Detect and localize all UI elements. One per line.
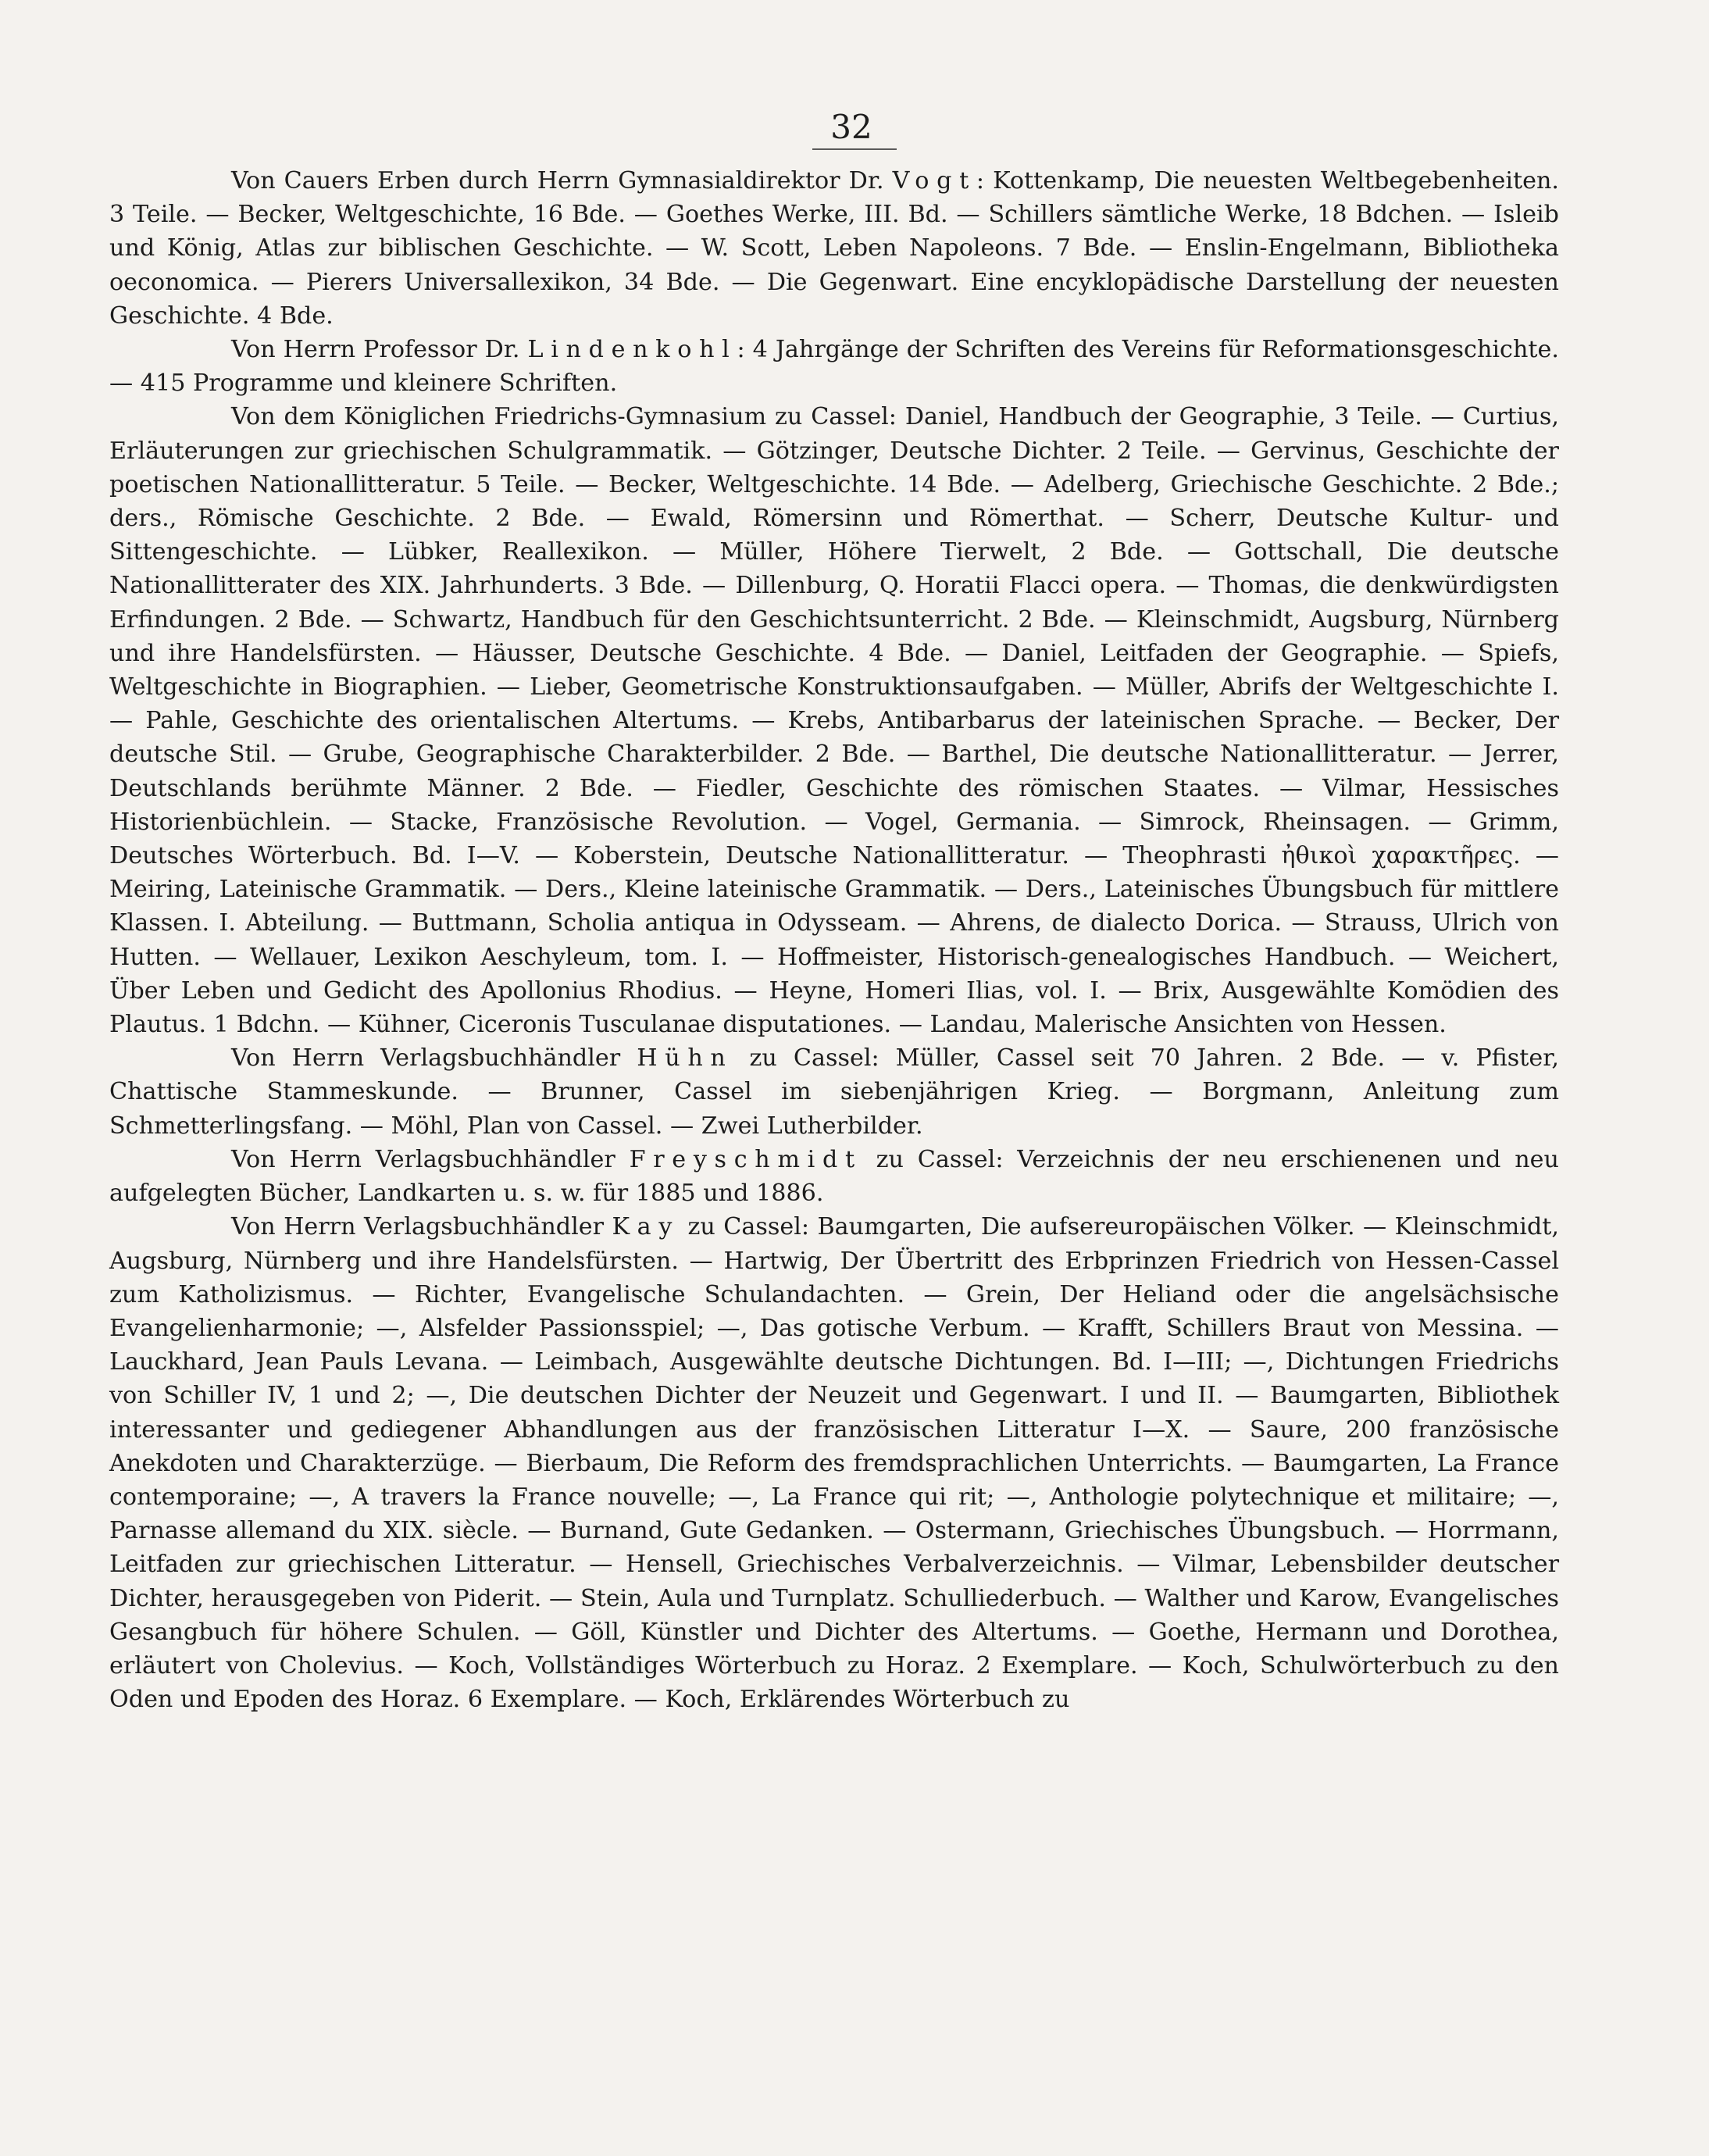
paragraph [109, 1143, 1559, 1210]
donor-name: Lindenkohl [527, 336, 737, 364]
paragraph-text: Von Herrn Verlagsbuchhändler [231, 1145, 630, 1173]
paragraph-text: Von Herrn Professor Dr. [231, 336, 528, 364]
paragraph-text: zu Cassel: Baumgarten, Die aufsereuropäischen Völker. — Kleinschmidt, Augsburg, Nürnberg und ihre Handelsfürsten. — Hartwig, Der Übertritt des Erbprinzen Friedrich von Hessen-Cassel zum Katholizismus. — Richter, Evangelische Schulandachten. — Grein, Der Heliand oder die angelsächsische Evangelienharmonie; —, Alsfelder Passionsspiel; —, Das gotische Verbum. — Krafft, Schillers Braut von Messina. — Lauckhard, Jean Pauls Levana. — Leimbach, Ausgewählte deutsche Dichtungen. Bd. I—III; —, Dichtungen Friedrichs von Schiller IV, 1 und 2; —, Die deutschen Dichter der Neuzeit und Gegenwart. I und II. — Baumgarten, Bibliothek interessanter und gediegener Abhandlungen aus der französischen Litteratur I—X. — Saure, 200 französische Anekdoten und Charakterzüge. — Bierbaum, Die Reform des fremdsprachlichen Unterrichts. — Baumgarten, La France contemporaine; —, A travers la France nouvelle; —, La France qui rit; —, Anthologie polytechnique et militaire; —, Parnasse allemand du XIX. siècle. — Burnand, Gute Gedanken. — Ostermann, Griechisches Übungsbuch. — Horrmann, Leitfaden zur griechischen Litteratur. — Hensell, Griechisches Verbalverzeichnis. — Vilmar, Lebensbilder deutscher Dichter, herausgegeben von Piderit. — Stein, Aula und Turnplatz. Schulliederbuch. — Walther und Karow, Evangelisches Gesangbuch für höhere Schulen. — Göll, Künstler und Dichter des Altertums. — Goethe, Hermann und Dorothea, erläutert von Cholevius. — Koch, Vollständiges Wörterbuch zu Horaz. 2 Exemplare. — Koch, Schulwörterbuch zu den Oden und Epoden des Horaz. 6 Exemplare. — Koch, Erklärendes Wörterbuch zu [109, 1213, 1559, 1714]
paragraph-text: : 4 Jahrgänge der Schriften des Vereins für Reformationsgeschichte. — 415 Programme und kleinere Schriften. [109, 336, 1559, 398]
paragraph-text: : Kottenkamp, Die neuesten Weltbegebenheiten. 3 Teile. — Becker, Weltgeschichte, 16 Bde. — Goethes Werke, III. Bd. — Schillers sämtliche Werke, 18 Bdchen. — Isleib und König, Atlas zur biblischen Geschichte. — W. Scott, Leben Napoleons. 7 Bde. — Enslin-Engelmann, Bibliotheka oeconomica. — Pierers Universallexikon, 34 Bde. — Die Gegenwart. Eine encyklopädische Darstellung der neuesten Geschichte. 4 Bde. [109, 167, 1560, 330]
page-number: 32 [830, 108, 872, 146]
paragraph-text: zu Cassel: Verzeichnis der neu erschienenen und neu aufgelegten Bücher, Landkarten u. s. w. für 1885 und 1886. [109, 1145, 1559, 1208]
paragraph [109, 400, 1559, 1041]
donor-name: Freyschmidt [629, 1145, 862, 1173]
paragraph-text: Von Herrn Verlagsbuchhändler [231, 1213, 612, 1241]
document-body [109, 164, 1559, 1716]
donor-name: Hühn [637, 1044, 733, 1073]
donor-name: Vogt [892, 167, 976, 195]
paragraph-text: Von Cauers Erben durch Herrn Gymnasialdirektor Dr. [231, 167, 893, 195]
page-number-rule [812, 148, 897, 150]
paragraph-text: zu Cassel: Müller, Cassel seit 70 Jahren. 2 Bde. — v. Pfister, Chattische Stammeskunde. — Brunner, Cassel im siebenjährigen Krieg. — Borgmann, Anleitung zum Schmetterlingsfang. — Möhl, Plan von Cassel. — Zwei Lutherbilder. [109, 1044, 1559, 1140]
paragraph-text: Von Herrn Verlagsbuchhändler [231, 1044, 637, 1073]
paragraph [109, 1210, 1559, 1716]
donor-name: Kay [612, 1213, 680, 1241]
paragraph-text: Von dem Königlichen Friedrichs-Gymnasium zu Cassel: Daniel, Handbuch der Geographie, 3 Teile. — Curtius, Erläuterungen zur griechischen Schulgrammatik. — Götzinger, Deutsche Dichter. 2 Teile. — Gervinus, Geschichte der poetischen Nationallitteratur. 5 Teile. — Becker, Weltgeschichte. 14 Bde. — Adelberg, Griechische Geschichte. 2 Bde.; ders., Römische Geschichte. 2 Bde. — Ewald, Römersinn und Römerthat. — Scherr, Deutsche Kultur- und Sittengeschichte. — Lübker, Reallexikon. — Müller, Höhere Tierwelt, 2 Bde. — Gottschall, Die deutsche Nationallitterater des XIX. Jahrhunderts. 3 Bde. — Dillenburg, Q. Horatii Flacci opera. — Thomas, die denkwürdigsten Erfindungen. 2 Bde. — Schwartz, Handbuch für den Geschichtsunterricht. 2 Bde. — Kleinschmidt, Augsburg, Nürnberg und ihre Handelsfürsten. — Häusser, Deutsche Geschichte. 4 Bde. — Daniel, Leitfaden der Geographie. — Spiefs, Weltgeschichte in Biographien. — Lieber, Geometrische Konstruktionsaufgaben. — Müller, Abrifs der Weltgeschichte I. — Pahle, Geschichte des orientalischen Altertums. — Krebs, Antibarbarus der lateinischen Sprache. — Becker, Der deutsche Stil. — Grube, Geographische Charakterbilder. 2 Bde. — Barthel, Die deutsche Nationallitteratur. — Jerrer, Deutschlands berühmte Männer. 2 Bde. — Fiedler, Geschichte des römischen Staates. — Vilmar, Hessisches Historienbüchlein. — Stacke, Französische Revolution. — Vogel, Germania. — Simrock, Rheinsagen. — Grimm, Deutsches Wörterbuch. Bd. I—V. — Koberstein, Deutsche Nationallitteratur. — Theophrasti ἠθικοὶ χαρακτῆρες. — Meiring, Lateinische Grammatik. — Ders., Kleine lateinische Grammatik. — Ders., Lateinisches Übungsbuch für mittlere Klassen. I. Abteilung. — Buttmann, Scholia antiqua in Odysseam. — Ahrens, de dialecto Dorica. — Strauss, Ulrich von Hutten. — Wellauer, Lexikon Aeschyleum, tom. I. — Hoffmeister, Historisch-genealogisches Handbuch. — Weichert, Über Leben und Gedicht des Apollonius Rhodius. — Heyne, Homeri Ilias, vol. I. — Brix, Ausgewählte Komödien des Plautus. 1 Bdchn. — Kühner, Ciceronis Tusculanae disputationes. — Landau, Malerische Ansichten von Hessen. [109, 403, 1559, 1039]
paragraph [109, 164, 1559, 333]
paragraph [109, 333, 1559, 400]
paragraph [109, 1041, 1559, 1143]
